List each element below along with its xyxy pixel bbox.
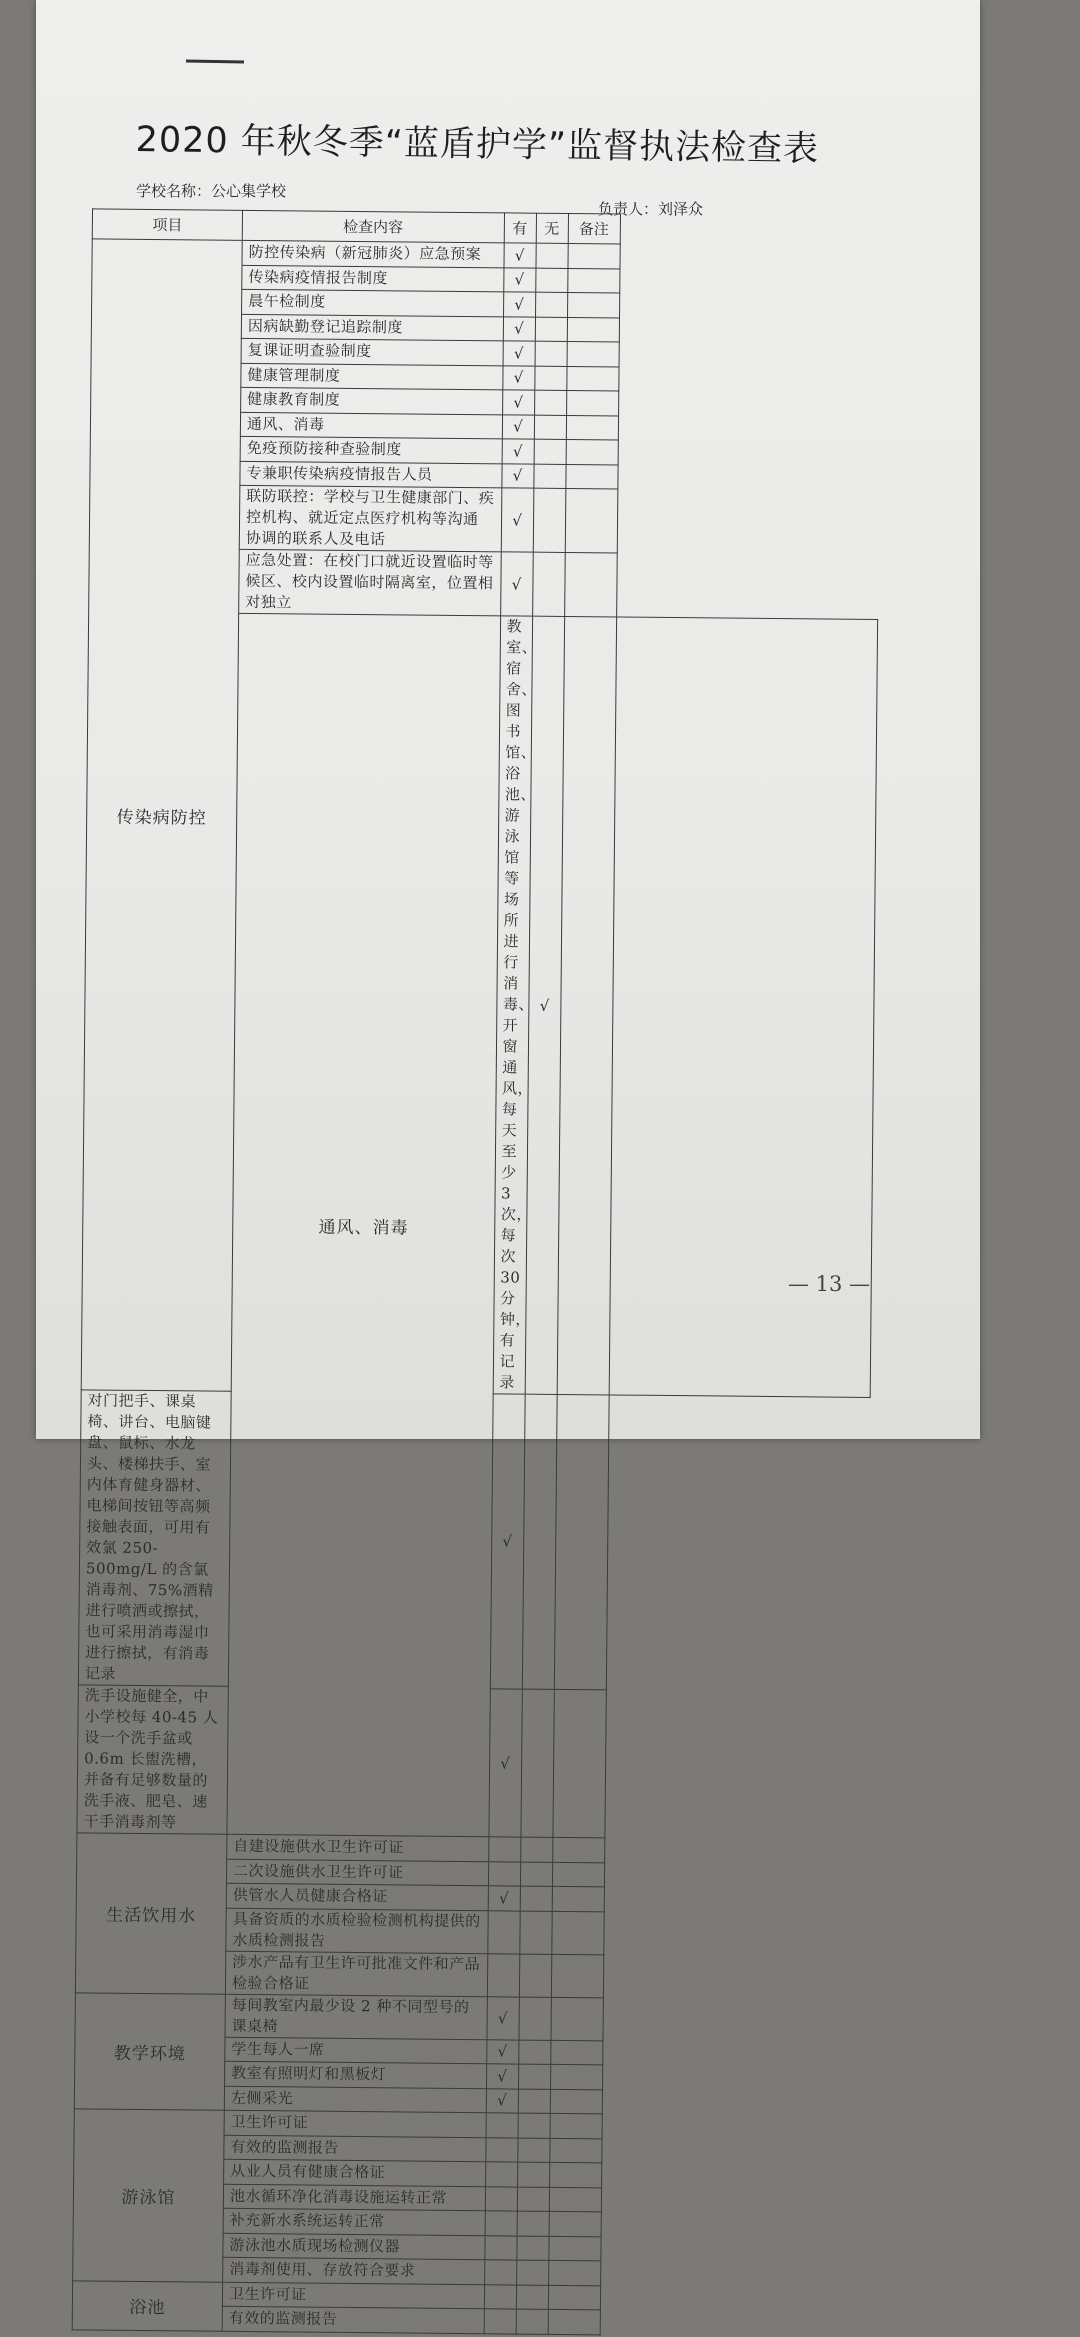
check-content-cell: 洗手设施健全，中小学校每 40-45 人设一个洗手盆或 0.6m 长盥洗槽，并备有足够数量的洗手液、肥皂、速干手消毒剂等: [77, 1685, 228, 1834]
check-content-cell: 教室有照明灯和黑板灯: [225, 2061, 487, 2088]
none-mark-cell: [534, 390, 566, 415]
has-mark-cell: √: [502, 439, 534, 464]
page-number: — 13 —: [788, 1272, 871, 1296]
inspection-table: [72, 208, 882, 2337]
check-content-cell: 从业人员有健康合格证: [224, 2159, 486, 2186]
note-cell: [552, 1689, 605, 1837]
check-content-cell: 专兼职传染病疫情报告人员: [240, 461, 502, 488]
check-content-cell: 自建设施供水卫生许可证: [227, 1834, 489, 1861]
note-cell: [567, 292, 619, 317]
none-mark-cell: [534, 439, 566, 464]
note-cell: [550, 2040, 602, 2065]
check-content-cell: 健康管理制度: [241, 363, 503, 390]
category-cell: 游泳馆: [73, 2109, 225, 2282]
none-mark-cell: [520, 1689, 553, 1837]
note-cell: [548, 2236, 600, 2261]
check-content-cell: 卫生许可证: [222, 2282, 484, 2309]
has-mark-cell: [484, 2309, 516, 2334]
category-cell: 生活饮用水: [75, 1833, 227, 1994]
check-content-cell: 健康教育制度: [241, 387, 503, 414]
has-mark-cell: √: [503, 243, 535, 268]
note-cell: [564, 552, 617, 616]
table-row: [92, 239, 881, 271]
check-content-cell: 有效的监测报告: [224, 2135, 486, 2162]
none-mark-cell: [516, 2236, 548, 2261]
check-content-cell: 复课证明查验制度: [241, 338, 503, 365]
has-mark-cell: [484, 2235, 516, 2260]
note-cell: [566, 415, 618, 440]
check-content-cell: 联防联控：学校与卫生健康部门、疾控机构、就近定点医疗机构等沟通 协调的联系人及电话: [239, 485, 501, 552]
check-content-cell: 通风、消毒: [240, 412, 502, 439]
check-content-cell: 教室、宿舍、图书馆、浴池、游泳馆等场所进行消毒、开窗通风，每天至少 3 次，每次 30 分钟，有记录: [493, 616, 532, 1394]
has-mark-cell: [487, 1910, 519, 1953]
has-mark-cell: √: [502, 414, 534, 439]
none-mark-cell: [516, 2309, 548, 2334]
note-cell: [566, 439, 618, 464]
has-mark-cell: √: [501, 463, 533, 488]
note-cell: [552, 1837, 604, 1862]
has-mark-cell: [485, 2186, 517, 2211]
none-mark-cell: [532, 552, 565, 616]
has-mark-cell: [485, 2211, 517, 2236]
has-mark-cell: [484, 2284, 516, 2309]
none-mark-cell: [518, 2064, 550, 2089]
has-mark-cell: √: [500, 552, 533, 616]
has-mark-cell: [486, 2113, 518, 2138]
note-cell: [566, 366, 618, 391]
has-mark-cell: √: [502, 365, 534, 390]
none-mark-cell: [520, 1886, 552, 1911]
note-cell: [549, 2187, 601, 2212]
has-mark-cell: √: [490, 1394, 525, 1689]
category-cell: 浴池: [72, 2280, 222, 2330]
has-mark-cell: [487, 1953, 519, 1996]
note-cell: [549, 2138, 601, 2163]
check-content-cell: 每间教室内最少设 2 种不同型号的课桌椅: [225, 1994, 487, 2040]
note-cell: [567, 268, 619, 293]
school-name: 学校名称：公心集学校: [136, 182, 287, 200]
none-mark-cell: [535, 317, 567, 342]
none-mark-cell: [557, 616, 616, 1394]
note-cell: [549, 2162, 601, 2187]
note-cell: [551, 1911, 603, 1954]
none-mark-cell: [518, 2089, 550, 2114]
note-cell: [550, 2113, 602, 2138]
has-mark-cell: √: [488, 1689, 521, 1837]
none-mark-cell: [517, 2138, 549, 2163]
note-cell: [548, 2309, 600, 2334]
check-content-cell: 左侧采光: [224, 2086, 486, 2113]
none-mark-cell: [535, 268, 567, 293]
has-mark-cell: √: [501, 488, 534, 552]
check-content-cell: 对门把手、课桌椅、讲台、电脑键盘、鼠标、水龙头、楼梯扶手、室内体育健身器材、电梯间按钮等高频接触表面，可用有效氯 250-500mg/L 的含氯消毒剂、75%酒精进行喷洒或擦拭，也可采用消毒湿巾进行擦拭，有消毒记录: [78, 1390, 231, 1686]
has-mark-cell: [485, 2137, 517, 2162]
note-cell: [552, 1862, 604, 1887]
has-mark-cell: √: [486, 2088, 518, 2113]
check-content-cell: 有效的监测报告: [222, 2306, 484, 2333]
has-mark-cell: √: [502, 390, 534, 415]
check-content-cell: 晨午检制度: [242, 289, 504, 316]
has-mark-cell: √: [503, 267, 535, 292]
none-mark-cell: [535, 341, 567, 366]
none-mark-cell: [533, 488, 566, 552]
none-mark-cell: [516, 2260, 548, 2285]
note-cell: [567, 317, 619, 342]
none-mark-cell: [517, 2211, 549, 2236]
check-content-cell: 二次设施供水卫生许可证: [226, 1859, 488, 1886]
none-mark-cell: [533, 464, 565, 489]
header-content: 检查内容: [242, 210, 504, 243]
has-mark-cell: √: [488, 1886, 520, 1911]
note-cell: [554, 1394, 609, 1689]
category-cell: 传染病防控: [81, 239, 242, 1391]
check-content-cell: 游泳池水质现场检测仪器: [223, 2233, 485, 2260]
none-mark-cell: [517, 2162, 549, 2187]
paper-sheet: [36, 0, 980, 2329]
none-mark-cell: [519, 1911, 551, 1954]
category-cell: 教学环境: [74, 1992, 225, 2110]
note-cell: [549, 2211, 601, 2236]
note-cell: [567, 341, 619, 366]
check-content-cell: 池水循环净化消毒设施运转正常: [223, 2184, 485, 2211]
header-item: 项目: [92, 209, 242, 240]
has-mark-cell: √: [486, 2039, 518, 2064]
none-mark-cell: [534, 366, 566, 391]
has-mark-cell: [484, 2260, 516, 2285]
note-cell: [550, 1997, 602, 2040]
none-mark-cell: [518, 2040, 550, 2065]
has-mark-cell: √: [503, 316, 535, 341]
note-cell: [550, 2064, 602, 2089]
has-mark-cell: √: [525, 616, 564, 1394]
note-cell: [551, 1954, 603, 1997]
none-mark-cell: [535, 292, 567, 317]
note-cell: [567, 243, 619, 268]
has-mark-cell: [488, 1837, 520, 1862]
header-has: 有: [504, 213, 536, 243]
check-content-cell: 学生每人一席: [225, 2037, 487, 2064]
none-mark-cell: [518, 1997, 550, 2040]
has-mark-cell: [485, 2162, 517, 2187]
note-cell: [550, 2089, 602, 2114]
table-row: [74, 2109, 863, 2141]
has-mark-cell: √: [486, 2064, 518, 2089]
page-title: 2020 年秋冬季“蓝盾护学”监督执法检查表: [135, 119, 820, 170]
check-content-cell: 涉水产品有卫生许可批准文件和产品检验合格证: [225, 1951, 487, 1997]
none-mark-cell: [535, 243, 567, 268]
note-cell: [565, 464, 617, 489]
none-mark-cell: [517, 2187, 549, 2212]
header-note: 备注: [568, 213, 620, 243]
none-mark-cell: [520, 1862, 552, 1887]
category-cell: 通风、消毒: [227, 613, 500, 1836]
check-content-cell: 传染病疫情报告制度: [242, 265, 504, 292]
table-row: [75, 1992, 864, 2043]
check-content-cell: 免疫预防接种查验制度: [240, 436, 502, 463]
check-content-cell: 应急处置：在校门口就近设置临时等候区、校内设置临时隔离室，位置相对独立: [239, 549, 501, 616]
check-content-cell: 补充新水系统运转正常: [223, 2208, 485, 2235]
note-cell: [552, 1886, 604, 1911]
has-mark-cell: [488, 1861, 520, 1886]
none-mark-cell: [522, 1394, 557, 1689]
none-mark-cell: [516, 2285, 548, 2310]
note-cell: [565, 488, 618, 552]
none-mark-cell: [534, 415, 566, 440]
has-mark-cell: √: [486, 1996, 518, 2039]
check-content-cell: 消毒剂使用、存放符合要求: [223, 2257, 485, 2284]
note-cell: [566, 390, 618, 415]
note-cell: [548, 2260, 600, 2285]
none-mark-cell: [520, 1837, 552, 1862]
table-row: [72, 2280, 861, 2312]
note-cell: [548, 2285, 600, 2310]
check-content-cell: 供管水人员健康合格证: [226, 1883, 488, 1910]
dash-mark: [186, 59, 244, 63]
table-row: [77, 1833, 866, 1865]
header-none: 无: [536, 213, 568, 243]
check-content-cell: 具备资质的水质检验检测机构提供的水质检测报告: [226, 1908, 488, 1954]
check-content-cell: 防控传染病（新冠肺炎）应急预案: [242, 240, 504, 267]
none-mark-cell: [519, 1954, 551, 1997]
none-mark-cell: [518, 2113, 550, 2138]
check-content-cell: 卫生许可证: [224, 2110, 486, 2137]
table-body: [72, 239, 881, 2337]
has-mark-cell: √: [503, 341, 535, 366]
person-in-charge: 负责人：刘泽众: [598, 200, 704, 218]
check-content-cell: 因病缺勤登记追踪制度: [241, 314, 503, 341]
has-mark-cell: √: [503, 292, 535, 317]
